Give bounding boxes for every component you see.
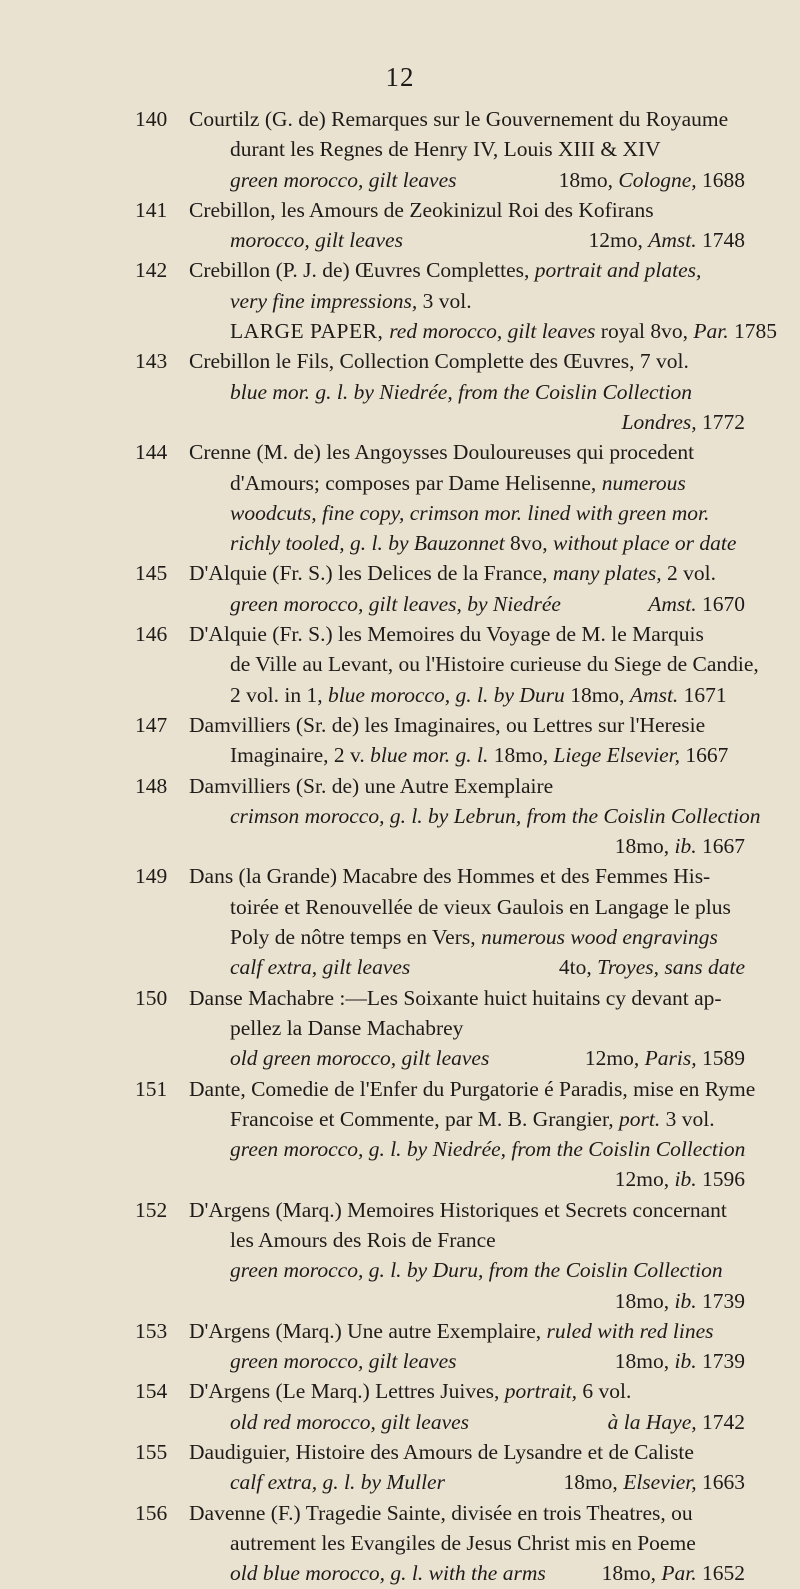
title-text: 3 vol. bbox=[660, 1106, 715, 1131]
title-text: royal 8vo, bbox=[595, 319, 694, 344]
imprint-part: 1652 bbox=[696, 1561, 745, 1586]
imprint-part: Elsevier, bbox=[623, 1470, 697, 1495]
entry-text bbox=[189, 861, 710, 891]
entry-text bbox=[189, 104, 728, 134]
entry-first-line bbox=[0, 1376, 800, 1406]
entry-continuation-line bbox=[0, 498, 800, 528]
entry-continuation-line bbox=[0, 649, 800, 679]
entry-text bbox=[230, 589, 561, 619]
entry-text bbox=[230, 1134, 745, 1164]
imprint-part: 1742 bbox=[696, 1409, 745, 1434]
binding-description: without place or date bbox=[553, 531, 737, 556]
binding-description: woodcuts, fine copy, crimson mor. lined with green mor. bbox=[230, 500, 710, 525]
title-text: les Amours des Rois de France bbox=[230, 1227, 496, 1252]
title-text: Damvilliers (Sr. de) les Imaginaires, ou Lettres sur l'Heresie bbox=[189, 712, 706, 737]
catalogue-entry bbox=[0, 710, 800, 771]
entry-continuation-line bbox=[0, 165, 800, 195]
imprint-part: 1688 bbox=[696, 167, 745, 192]
entry-first-line bbox=[0, 1498, 800, 1528]
imprint bbox=[559, 165, 745, 195]
title-text: D'Alquie (Fr. S.) les Delices de la France, bbox=[189, 561, 553, 586]
imprint bbox=[608, 1407, 745, 1437]
entry-continuation-line bbox=[0, 1558, 800, 1588]
entry-continuation-line bbox=[0, 286, 800, 316]
imprint bbox=[585, 1043, 745, 1073]
entry-continuation-line bbox=[0, 892, 800, 922]
entry-text bbox=[230, 1346, 456, 1376]
entry-continuation-line bbox=[0, 1104, 800, 1134]
imprint bbox=[615, 1346, 745, 1376]
catalogue-entry bbox=[0, 1437, 800, 1498]
imprint-part: ib. bbox=[674, 834, 697, 859]
entry-text bbox=[189, 1376, 631, 1406]
title-text: 2 vol. bbox=[661, 561, 716, 586]
title-text: Dans (la Grande) Macabre des Hommes et des Femmes His- bbox=[189, 864, 711, 889]
entry-text bbox=[230, 165, 456, 195]
imprint-part: 18mo, bbox=[563, 1470, 624, 1495]
title-text: Crebillon (P. J. de) Œuvres Complettes, bbox=[189, 258, 535, 283]
binding-description: green morocco, gilt leaves bbox=[230, 1349, 457, 1374]
entry-continuation-line bbox=[0, 831, 800, 861]
imprint bbox=[602, 1558, 745, 1588]
entry-text bbox=[230, 225, 403, 255]
imprint-part: 18mo, bbox=[614, 834, 675, 859]
entry-text bbox=[230, 1467, 445, 1497]
entry-text bbox=[189, 437, 694, 467]
title-text: 18mo, bbox=[564, 682, 630, 707]
lot-number: 146 bbox=[135, 622, 168, 647]
imprint-part: 1596 bbox=[696, 1167, 745, 1192]
entry-continuation-line bbox=[0, 1225, 800, 1255]
imprint-part: à la Haye, bbox=[607, 1409, 697, 1434]
binding-description: numerous bbox=[601, 470, 686, 495]
entry-text bbox=[230, 1043, 489, 1073]
entry-continuation-line bbox=[0, 1407, 800, 1437]
imprint-part: 12mo, bbox=[614, 1167, 675, 1192]
imprint bbox=[622, 407, 745, 437]
lot-number: 148 bbox=[135, 773, 168, 798]
imprint bbox=[648, 589, 745, 619]
entry-continuation-line bbox=[0, 225, 800, 255]
entry-text bbox=[189, 983, 722, 1013]
imprint-part: Cologne, bbox=[618, 167, 697, 192]
imprint-part: Troyes, sans date bbox=[597, 955, 745, 980]
catalogue-entry bbox=[0, 558, 800, 619]
binding-description: red morocco, gilt leaves bbox=[389, 319, 596, 344]
title-text: D'Argens (Le Marq.) Lettres Juives, bbox=[189, 1379, 505, 1404]
title-text: 1667 bbox=[680, 743, 729, 768]
catalogue-entry bbox=[0, 619, 800, 710]
binding-description: many plates, bbox=[552, 561, 662, 586]
imprint-part: ib. bbox=[674, 1288, 697, 1313]
entry-first-line bbox=[0, 771, 800, 801]
imprint-part: ib. bbox=[674, 1167, 697, 1192]
entry-text bbox=[230, 377, 692, 407]
binding-description: old blue morocco, g. l. with the arms bbox=[230, 1561, 546, 1586]
lot-number: 155 bbox=[135, 1440, 168, 1465]
entry-first-line bbox=[0, 346, 800, 376]
catalogue-entry bbox=[0, 195, 800, 256]
entry-text bbox=[230, 1528, 696, 1558]
imprint-part: 18mo, bbox=[614, 1288, 675, 1313]
entry-continuation-line bbox=[0, 1255, 800, 1285]
entry-text bbox=[189, 771, 553, 801]
entry-text bbox=[189, 1498, 693, 1528]
binding-description: green morocco, g. l. by Duru, from the Coislin Collection bbox=[230, 1258, 723, 1283]
binding-description: green morocco, g. l. by Niedrée, from the Coislin Collection bbox=[230, 1137, 746, 1162]
entry-text bbox=[230, 498, 709, 528]
lot-number: 147 bbox=[135, 712, 168, 737]
entry-continuation-line bbox=[0, 952, 800, 982]
lot-number: 140 bbox=[135, 107, 168, 131]
entry-first-line bbox=[0, 983, 800, 1013]
entry-first-line bbox=[0, 1316, 800, 1346]
title-text: 8vo, bbox=[504, 531, 554, 556]
entry-text bbox=[189, 1316, 714, 1346]
entry-continuation-line bbox=[0, 407, 800, 437]
lot-number: 150 bbox=[135, 985, 168, 1010]
catalogue-entry bbox=[0, 1195, 800, 1316]
lot-number: 152 bbox=[135, 1197, 168, 1222]
entry-text bbox=[230, 952, 410, 982]
entry-continuation-line bbox=[0, 1043, 800, 1073]
imprint-part: 12mo, bbox=[588, 228, 649, 253]
title-text: Dante, Comedie de l'Enfer du Purgatorie é Paradis, mise en Ryme bbox=[189, 1076, 756, 1101]
binding-description: Liege Elsevier, bbox=[553, 743, 681, 768]
binding-description: Amst. bbox=[629, 682, 679, 707]
entry-text bbox=[230, 1407, 469, 1437]
entry-text bbox=[230, 740, 728, 770]
imprint bbox=[615, 831, 745, 861]
entry-text bbox=[230, 1104, 715, 1134]
entry-first-line bbox=[0, 861, 800, 891]
entry-continuation-line bbox=[0, 1164, 800, 1194]
entry-text bbox=[189, 710, 705, 740]
title-text: Danse Machabre :—Les Soixante huict huitains cy devant ap- bbox=[189, 985, 722, 1010]
title-text: 6 vol. bbox=[577, 1379, 632, 1404]
entry-text bbox=[189, 558, 716, 588]
lot-number: 142 bbox=[135, 258, 168, 283]
entry-text bbox=[230, 134, 661, 164]
binding-description: ruled with red lines bbox=[546, 1318, 714, 1343]
title-text: D'Argens (Marq.) Memoires Historiques et Secrets concernant bbox=[189, 1197, 727, 1222]
title-text: de Ville au Levant, ou l'Histoire curieuse du Siege de Candie, bbox=[230, 652, 759, 677]
lot-number: 145 bbox=[135, 561, 168, 586]
lot-number: 153 bbox=[135, 1318, 168, 1343]
entry-continuation-line bbox=[0, 740, 800, 770]
title-text: Francoise et Commente, par M. B. Grangier, bbox=[230, 1106, 620, 1131]
catalogue-entry bbox=[0, 1376, 800, 1437]
catalogue-entry bbox=[0, 983, 800, 1074]
title-text: 3 vol. bbox=[417, 288, 472, 313]
binding-description: old green morocco, gilt leaves bbox=[230, 1046, 490, 1071]
title-text: d'Amours; composes par Dame Helisenne, bbox=[230, 470, 602, 495]
imprint bbox=[589, 225, 745, 255]
imprint-part: Paris, bbox=[644, 1046, 697, 1071]
imprint-part: 1772 bbox=[696, 409, 745, 434]
imprint bbox=[615, 1286, 745, 1316]
title-text: Daudiguier, Histoire des Amours de Lysandre et de Caliste bbox=[189, 1440, 694, 1465]
title-text: Crebillon le Fils, Collection Complette des Œuvres, 7 vol. bbox=[189, 349, 689, 374]
entry-text bbox=[230, 1013, 463, 1043]
entry-first-line bbox=[0, 104, 800, 134]
entry-text bbox=[230, 1255, 723, 1285]
title-text: pellez la Danse Machabrey bbox=[230, 1015, 464, 1040]
lot-number: 149 bbox=[135, 864, 168, 889]
imprint-part: 18mo, bbox=[614, 1349, 675, 1374]
catalogue-entry bbox=[0, 1498, 800, 1589]
entry-text bbox=[189, 1195, 727, 1225]
catalogue-entry bbox=[0, 255, 800, 346]
catalogue-entry bbox=[0, 1316, 800, 1377]
entry-first-line bbox=[0, 710, 800, 740]
entry-continuation-line bbox=[0, 528, 800, 558]
entry-text bbox=[189, 255, 701, 285]
title-text: LARGE PAPER, bbox=[230, 319, 390, 344]
lot-number: 143 bbox=[135, 349, 168, 374]
entry-text bbox=[230, 316, 777, 346]
binding-description: numerous wood engravings bbox=[481, 925, 718, 950]
imprint-part: ib. bbox=[674, 1349, 697, 1374]
binding-description: richly tooled, g. l. by Bauzonnet bbox=[230, 531, 505, 556]
lot-number: 154 bbox=[135, 1379, 168, 1404]
imprint-part: Amst. bbox=[648, 228, 697, 253]
title-text: D'Argens (Marq.) Une autre Exemplaire, bbox=[189, 1318, 547, 1343]
catalogue-entry bbox=[0, 1074, 800, 1195]
entry-text bbox=[230, 680, 727, 710]
binding-description: green morocco, gilt leaves, by Niedrée bbox=[230, 591, 561, 616]
lot-number: 151 bbox=[135, 1076, 168, 1101]
imprint bbox=[563, 1467, 745, 1497]
lot-number: 144 bbox=[135, 440, 168, 465]
binding-description: blue morocco, g. l. by Duru bbox=[327, 682, 565, 707]
entry-continuation-line bbox=[0, 1346, 800, 1376]
catalogue-entry bbox=[0, 861, 800, 982]
title-text: 2 vol. in 1, bbox=[230, 682, 328, 707]
title-text: durant les Regnes de Henry IV, Louis XIII & XIV bbox=[230, 137, 661, 162]
catalogue-entry bbox=[0, 771, 800, 862]
entry-text bbox=[230, 528, 736, 558]
catalogue-entry bbox=[0, 437, 800, 558]
imprint bbox=[615, 1164, 745, 1194]
entry-continuation-line bbox=[0, 922, 800, 952]
entry-first-line bbox=[0, 195, 800, 225]
page-number: 12 bbox=[385, 62, 415, 92]
entry-text bbox=[230, 922, 718, 952]
entry-continuation-line bbox=[0, 377, 800, 407]
entry-text bbox=[230, 892, 731, 922]
title-text: Imaginaire, 2 v. bbox=[230, 743, 371, 768]
entry-first-line bbox=[0, 558, 800, 588]
imprint-part: 12mo, bbox=[584, 1046, 645, 1071]
imprint-part: 1667 bbox=[696, 834, 745, 859]
binding-description: blue mor. g. l. by Niedrée, from the Coislin Collection bbox=[230, 379, 693, 404]
entry-text bbox=[189, 619, 704, 649]
entry-text bbox=[189, 346, 689, 376]
title-text: Davenne (F.) Tragedie Sainte, divisée en trois Theatres, ou bbox=[189, 1500, 693, 1525]
title-text: 18mo, bbox=[488, 743, 554, 768]
lot-number: 141 bbox=[135, 197, 168, 222]
title-text: autrement les Evangiles de Jesus Christ mis en Poeme bbox=[230, 1530, 696, 1555]
title-text: 1671 bbox=[678, 682, 727, 707]
binding-description: very fine impressions, bbox=[230, 288, 418, 313]
imprint-part: 18mo, bbox=[558, 167, 619, 192]
binding-description: calf extra, gilt leaves bbox=[230, 955, 411, 980]
binding-description: port. bbox=[619, 1106, 661, 1131]
imprint-part: 1739 bbox=[696, 1288, 745, 1313]
title-text: 1785 bbox=[728, 319, 777, 344]
entry-text bbox=[189, 195, 654, 225]
entry-continuation-line bbox=[0, 1286, 800, 1316]
imprint-part: 4to, bbox=[558, 955, 598, 980]
title-text: Crebillon, les Amours de Zeokinizul Roi des Kofirans bbox=[189, 197, 654, 222]
title-text: Courtilz (G. de) Remarques sur le Gouvernement du Royaume bbox=[189, 107, 729, 131]
imprint-part: 18mo, bbox=[601, 1561, 662, 1586]
entry-text bbox=[230, 286, 472, 316]
imprint-part: 1739 bbox=[696, 1349, 745, 1374]
imprint-part: 1670 bbox=[696, 591, 745, 616]
lot-number: 156 bbox=[135, 1500, 168, 1525]
title-text: Poly de nôtre temps en Vers, bbox=[230, 925, 481, 950]
binding-description: crimson morocco, g. l. by Lebrun, from the Coislin Collection bbox=[230, 803, 761, 828]
entry-first-line bbox=[0, 255, 800, 285]
catalogue-entries bbox=[0, 104, 800, 1589]
imprint bbox=[559, 952, 745, 982]
binding-description: old red morocco, gilt leaves bbox=[230, 1409, 470, 1434]
entry-text bbox=[230, 1225, 496, 1255]
title-text: Damvilliers (Sr. de) une Autre Exemplaire bbox=[189, 773, 554, 798]
imprint-part: Londres, bbox=[621, 409, 697, 434]
entry-first-line bbox=[0, 1195, 800, 1225]
binding-description: portrait and plates, bbox=[534, 258, 702, 283]
entry-text bbox=[230, 649, 759, 679]
binding-description: green morocco, gilt leaves bbox=[230, 167, 457, 192]
binding-description: morocco, gilt leaves bbox=[230, 228, 403, 253]
catalogue-entry bbox=[0, 346, 800, 437]
imprint-part: Amst. bbox=[648, 591, 697, 616]
imprint-part: 1748 bbox=[696, 228, 745, 253]
entry-continuation-line bbox=[0, 680, 800, 710]
entry-first-line bbox=[0, 619, 800, 649]
binding-description: calf extra, g. l. by Muller bbox=[230, 1470, 445, 1495]
entry-continuation-line bbox=[0, 801, 800, 831]
title-text: Crenne (M. de) les Angoysses Douloureuses qui procedent bbox=[189, 440, 695, 465]
entry-continuation-line bbox=[0, 589, 800, 619]
title-text: toirée et Renouvellée de vieux Gaulois en Langage le plus bbox=[230, 894, 731, 919]
entry-continuation-line bbox=[0, 468, 800, 498]
imprint-part: 1663 bbox=[696, 1470, 745, 1495]
imprint-part: Par. bbox=[661, 1561, 697, 1586]
entry-text bbox=[230, 1558, 546, 1588]
entry-continuation-line bbox=[0, 1467, 800, 1497]
entry-first-line bbox=[0, 437, 800, 467]
entry-continuation-line bbox=[0, 1013, 800, 1043]
entry-text bbox=[189, 1074, 755, 1104]
entry-text bbox=[230, 801, 761, 831]
entry-text bbox=[230, 468, 686, 498]
entry-continuation-line bbox=[0, 1134, 800, 1164]
entry-continuation-line bbox=[0, 1528, 800, 1558]
entry-first-line bbox=[0, 1437, 800, 1467]
binding-description: Par. bbox=[693, 319, 729, 344]
imprint-part: 1589 bbox=[696, 1046, 745, 1071]
title-text: D'Alquie (Fr. S.) les Memoires du Voyage de M. le Marquis bbox=[189, 622, 704, 647]
catalogue-entry bbox=[0, 104, 800, 195]
entry-continuation-line bbox=[0, 134, 800, 164]
binding-description: portrait, bbox=[504, 1379, 578, 1404]
entry-first-line bbox=[0, 1074, 800, 1104]
entry-continuation-line bbox=[0, 316, 800, 346]
entry-text bbox=[189, 1437, 694, 1467]
binding-description: blue mor. g. l. bbox=[370, 743, 489, 768]
